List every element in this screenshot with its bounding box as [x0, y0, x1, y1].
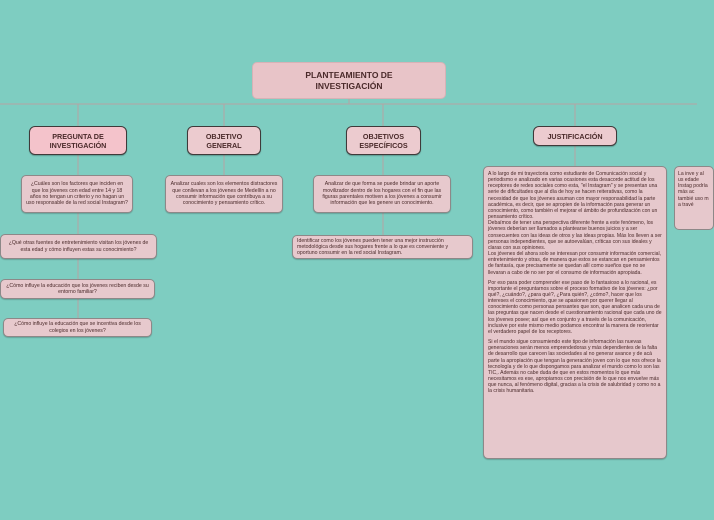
question-text: ¿Cuáles son los factores que inciden en que los jóvenes con edad entre 14 y 18 años no tengan un criterio y no hagan un uso responsable de la red social Instagram? — [26, 181, 128, 207]
partial-offscreen-node[interactable] — [674, 166, 714, 230]
root-node[interactable] — [252, 62, 446, 99]
justificacion-paragraph: Por eso para poder comprender ese paso de lo fantasioso a lo racional, es importante el preguntarnos sobre el proceso formativo de los jóvenes: ¿por qué?, ¿cuándo?, ¿para qué?, ¿Para quién?, ¿cómo?, hacer que los intereses el conocimiento, que se apasionen por querer llegar al conocimiento como personas pensantes que son, que analicen cada una de las preguntas que nacen desde el cuestionamiento racional que cada uno de los jóvenes posee; así que en conjunto y a través de la comunicación, inclusive por este mismo medio podamos encontrar la manera de reorientar el verdadero papel de los receptores. — [488, 279, 662, 335]
justificacion-node[interactable] — [483, 166, 667, 459]
justificacion-paragraph: A lo largo de mi trayectoria como estudiante de Comunicación social y periodismo e analizado en varias ocasiones esta desacorde actitud de los receptores de redes sociales como esta, "el Instagram" y se presentan una serie de dificultades que al día de hoy se hacen reiterativas, como la necesidad de que los jóvenes asuman con mayor responsabilidad la parte académica, es decir, que se apropien de la información para generar un conocimiento, como también el mejorar el ámbito de profundización con un pensamiento crítico. Debaímos de tener una perspectiva diferente frente a este fenómeno, los jóvenes deberían ser llamados a plantearse buenos juicios y a ser consecuentes con las ideas de otros y las ideas propias. Más los lleven a ser personas independientes, que se autoevalúan, críticas con sus ideales y claras con sus opiniones. Los jóvenes del ahora solo se interesan por consumir información comercial, entretenimiento y otras, de manera que estos se estancan en pensamientos de fantasía, que precisamente se quedan allí como sueños que no se llevaran a cabo de no ser por el consumo de información apropiada. — [488, 171, 662, 276]
objetivo-general-text: Analizar cuales son los elementos distractores que conllevan a los jóvenes de Medellín a no consumir información que contribuya a su conocimiento y pensamiento crítico. — [170, 181, 278, 207]
branch-justificacion-label: JUSTIFICACIÓN — [547, 131, 603, 141]
objetivo-especifico-node[interactable] — [313, 175, 451, 213]
question-node[interactable] — [0, 234, 157, 259]
branch-objetivos-especificos[interactable] — [346, 126, 421, 155]
objetivo-especifico-text: Analizar de que forma se puede brindar un aporte movilizador dentro de los hogares con el fin que las figuras parentales motiven a los jóvenes a consumir información que les genere un conocimiento. — [322, 181, 442, 207]
question-text: ¿Qué otras fuentes de entretenimiento visitan los jóvenes de esta edad y cómo influyen estas su conocimiento? — [8, 240, 149, 253]
objetivo-general-node[interactable] — [165, 175, 283, 213]
branch-objetivos-especificos-label: OBJETIVOS ESPECÍFICOS — [359, 131, 408, 150]
branch-objetivo-general-label: OBJETIVO GENERAL — [205, 131, 243, 150]
branch-pregunta[interactable] — [29, 126, 127, 155]
question-node[interactable] — [21, 175, 133, 213]
question-node[interactable] — [3, 318, 152, 337]
partial-node-text: La inve y al us edade Instag podría más ac tambié uso m a travé — [678, 171, 709, 208]
root-title: PLANTEAMIENTO DE INVESTIGACIÓN — [305, 69, 393, 91]
objetivo-especifico-node[interactable] — [292, 235, 473, 259]
branch-objetivo-general[interactable] — [187, 126, 261, 155]
branch-justificacion[interactable] — [533, 126, 617, 146]
question-node[interactable] — [0, 279, 155, 299]
justificacion-paragraph: Si el mundo sigue consumiendo este tipo de información las nuevas generaciones serán menos emprendedoras y más dependientes de la falta de desarrollo que carecen las sociedades al no generar avance y de acá parte la apropiación que tengan la generación joven con lo que nos ofrece la tecnología y de lo que dispongamos para analizar el mundo como lo son las TIC,. Además no cabe duda de que en estos momentos lo que más necesitamos es ese, apropiarnos con precisión de lo que nos envuelve más que nunca, al fenómeno digital, gracias a la crisis de salubridad y como no a la crisis humanitaria. — [488, 339, 661, 395]
branch-pregunta-label: PREGUNTA DE INVESTIGACIÓN — [49, 131, 107, 150]
question-text: ¿Cómo influye la educación que se incentiva desde los colegios en los jóvenes? — [14, 321, 141, 334]
question-text: ¿Cómo influye la educación que los jóvenes reciben desde su entorno familiar? — [6, 282, 149, 295]
objetivo-especifico-text: Identificar como los jóvenes pueden tener una mejor instrucción metodológica desde sus hogares frente a lo que es conveniente y oportuno consumir en la red social Instagram. — [297, 237, 449, 257]
